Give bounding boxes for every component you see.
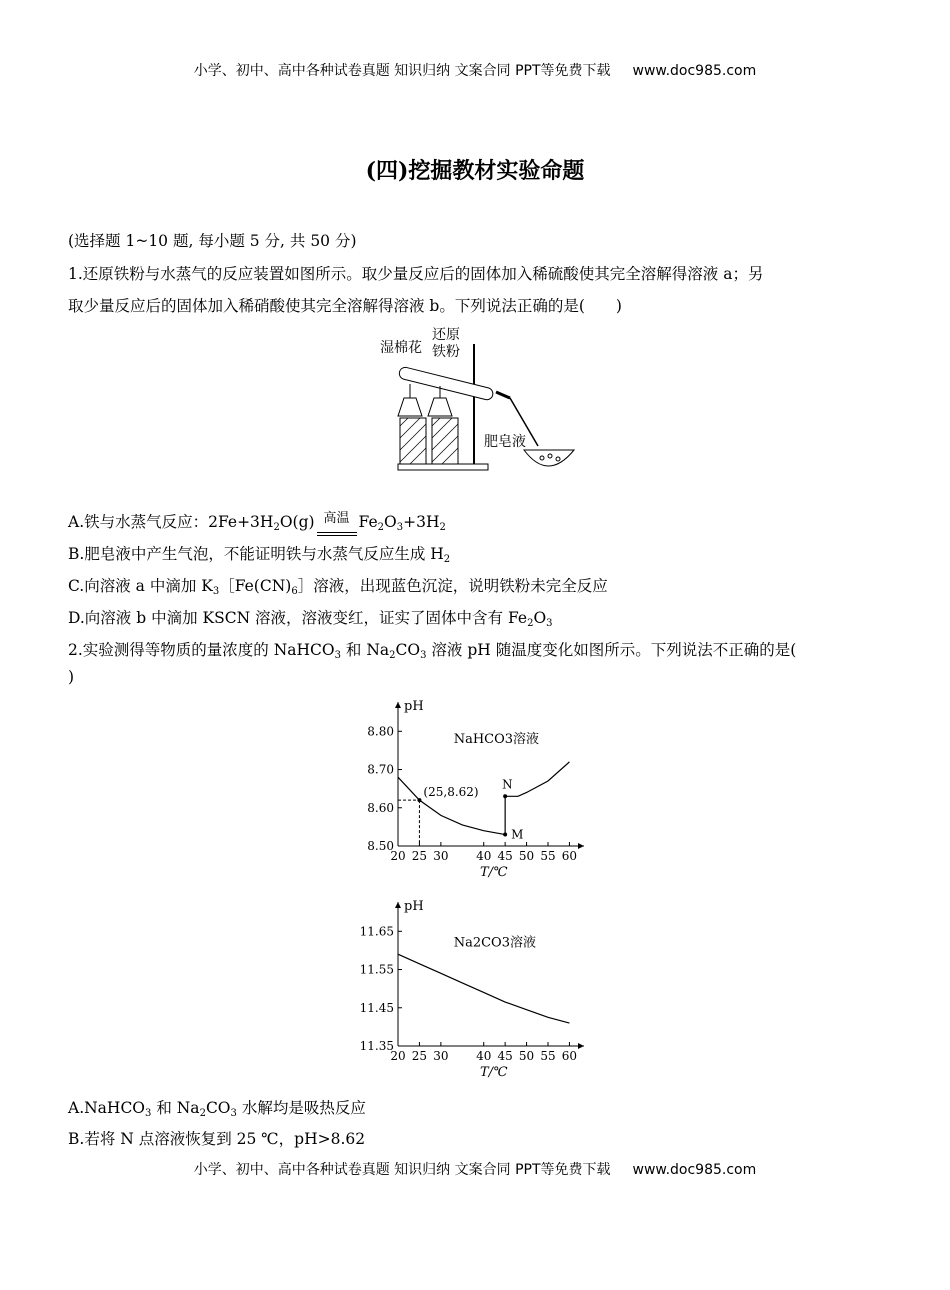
y-axis-label: pH: [404, 899, 424, 914]
series-line-segment2: [505, 762, 569, 796]
y-tick-label: 8.60: [367, 800, 394, 815]
x-tick-label: 55: [540, 1049, 556, 1063]
q1-option-d: D.向溶液 b 中滴加 KSCN 溶液，溶液变红，证实了固体中含有 $Fe_2O_3$: [68, 609, 553, 629]
y-tick-label: 8.50: [367, 839, 394, 853]
x-tick-label: 45: [497, 849, 513, 863]
point-label: (25,8.62): [423, 785, 479, 800]
x-tick-label: 30: [433, 1049, 449, 1063]
x-axis-arrow: [578, 843, 584, 849]
q1-option-c: C.向溶液 a 中滴加 $K_3[Fe(CN)_6]$溶液，出现蓝色沉淀，说明铁粉未完全反应: [68, 577, 608, 597]
y-axis-arrow: [395, 702, 401, 708]
point-N: [503, 794, 507, 798]
q1-option-b: B.肥皂液中产生气泡，不能证明铁与水蒸气反应生成 $H_2$: [68, 545, 451, 565]
chart-title: Na2CO3溶液: [453, 935, 536, 951]
x-tick-label: 55: [540, 849, 556, 863]
section-intro: (选择题 1~10 题, 每小题 5 分, 共 50 分): [68, 232, 357, 250]
point-label: M: [511, 827, 524, 842]
series-line-Na2CO3: [398, 954, 569, 1023]
q2-option-a: A.NaHCO$_3$ 和 $Na_2CO_3$ 水解均是吸热反应: [68, 1099, 366, 1119]
label-iron-1: 还原: [432, 327, 460, 343]
point-(25,8.62): [417, 798, 421, 802]
na2co3-chart: [340, 894, 600, 1084]
header-banner: [0, 60, 950, 80]
x-tick-label: 40: [476, 849, 492, 863]
y-tick-label: 11.35: [359, 1039, 394, 1053]
nahco3-chart: [340, 694, 600, 884]
header-url[interactable]: www.doc985.com: [632, 63, 757, 79]
q1-option-a: A.铁与水蒸气反应：$2Fe+3H_2O(g)$ 高温 $Fe_2O_3+3H_2$: [68, 510, 446, 532]
label-iron-2: 铁粉: [432, 344, 460, 360]
y-axis-arrow: [395, 902, 401, 908]
x-axis-label: T/℃: [480, 1065, 508, 1080]
q1-stem-line1: 1.还原铁粉与水蒸气的反应装置如图所示。取少量反应后的固体加入稀硫酸使其完全溶解得溶液 a；另: [68, 265, 764, 283]
page-title: (四)挖掘教材实验命题: [365, 158, 585, 184]
footer-banner: [0, 1159, 950, 1179]
x-axis-label: T/℃: [480, 865, 508, 880]
point-label: N: [502, 777, 513, 792]
q1-stem-line2: 取少量反应后的固体加入稀硝酸使其完全溶解得溶液 b。下列说法正确的是( ): [68, 297, 622, 315]
x-tick-label: 30: [433, 849, 449, 863]
q2-stem-line1: 2.实验测得等物质的量浓度的 NaHCO$_3$ 和 $Na_2CO_3$ 溶液 pH 随温度变化如图所示。下列说法不正确的是(: [68, 641, 797, 661]
chart-title: NaHCO3溶液: [453, 731, 540, 747]
x-tick-label: 20: [390, 849, 406, 863]
x-tick-label: 20: [390, 1049, 406, 1063]
x-tick-label: 45: [497, 1049, 513, 1063]
q2-option-b: B.若将 N 点溶液恢复到 25 ℃，pH>8.62: [68, 1130, 366, 1148]
y-tick-label: 8.70: [367, 762, 394, 777]
y-axis-label: pH: [404, 699, 424, 714]
x-tick-label: 60: [561, 1049, 578, 1063]
point-M: [503, 833, 507, 837]
y-tick-label: 8.80: [367, 724, 394, 739]
x-tick-label: 25: [411, 849, 428, 863]
footer-url[interactable]: www.doc985.com: [632, 1162, 757, 1178]
label-wet-cotton: 湿棉花: [380, 340, 422, 356]
y-tick-label: 11.65: [359, 924, 394, 939]
label-soap: 肥皂液: [484, 434, 526, 450]
q2-stem-line2: ): [68, 668, 75, 686]
y-tick-label: 11.45: [359, 1000, 394, 1015]
x-tick-label: 40: [476, 1049, 492, 1063]
x-tick-label: 50: [518, 849, 535, 863]
footer-text: 小学、初中、高中各种试卷真题 知识归纳 文案合同 PPT等免费下载: [193, 1162, 611, 1178]
apparatus-figure: [370, 326, 590, 484]
x-tick-label: 50: [518, 1049, 535, 1063]
y-tick-label: 11.55: [359, 962, 394, 977]
header-text: 小学、初中、高中各种试卷真题 知识归纳 文案合同 PPT等免费下载: [193, 63, 611, 79]
x-tick-label: 60: [561, 849, 578, 863]
x-axis-arrow: [578, 1043, 584, 1049]
x-tick-label: 25: [411, 1049, 428, 1063]
